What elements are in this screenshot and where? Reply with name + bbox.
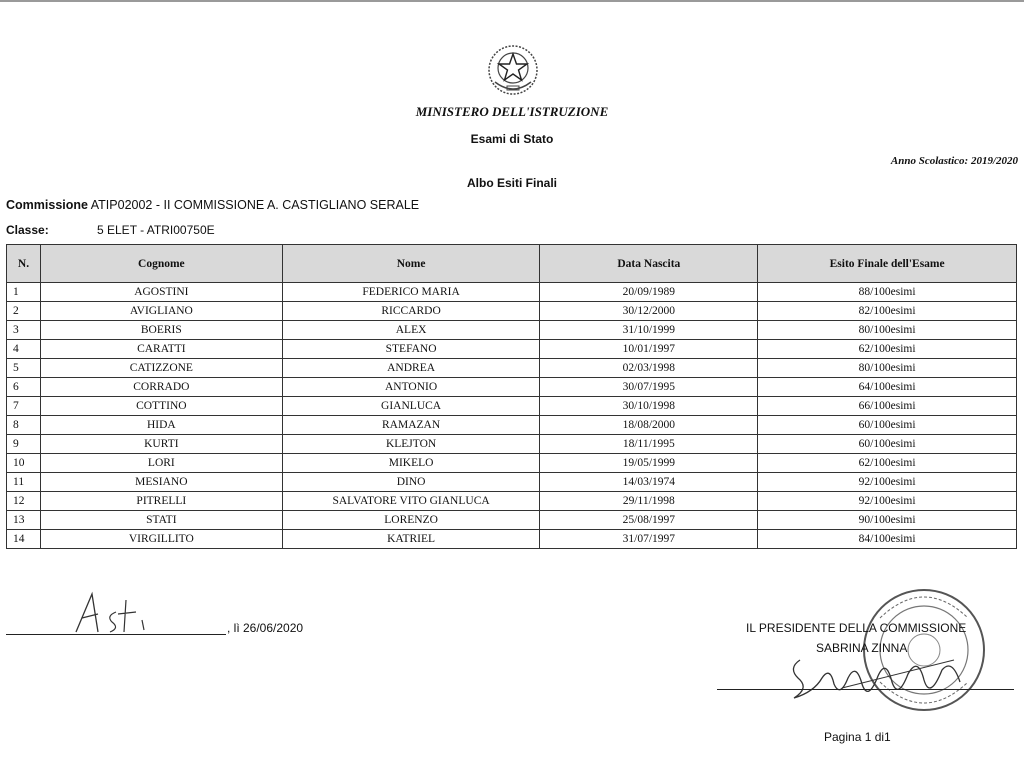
cell-birthdate: 18/08/2000 <box>540 416 758 435</box>
table-header-row <box>7 245 1017 283</box>
table-row <box>7 321 1017 340</box>
cell-surname: AVIGLIANO <box>40 302 282 321</box>
cell-birthdate: 19/05/1999 <box>540 454 758 473</box>
cell-result: 64/100esimi <box>758 378 1017 397</box>
commission-value: ATIP02002 - II COMMISSIONE A. CASTIGLIANO SERALE <box>90 198 420 212</box>
cell-result: 88/100esimi <box>758 283 1017 302</box>
commission-line <box>6 198 419 212</box>
president-signature <box>782 648 982 706</box>
cell-surname: PITRELLI <box>40 492 282 511</box>
president-title: IL PRESIDENTE DELLA COMMISSIONE <box>746 621 967 635</box>
cell-result: 80/100esimi <box>758 359 1017 378</box>
cell-number: 3 <box>7 321 41 340</box>
classe-label: Classe: <box>6 223 49 237</box>
cell-birthdate: 25/08/1997 <box>540 511 758 530</box>
table-row <box>7 492 1017 511</box>
cell-surname: STATI <box>40 511 282 530</box>
classe-value: 5 ELET - ATRI00750E <box>97 223 215 237</box>
table-row <box>7 359 1017 378</box>
cell-name: KATRIEL <box>282 530 540 549</box>
cell-birthdate: 02/03/1998 <box>540 359 758 378</box>
cell-name: GIANLUCA <box>282 397 540 416</box>
commission-label: Commissione <box>6 198 88 212</box>
cell-name: ANTONIO <box>282 378 540 397</box>
cell-surname: HIDA <box>40 416 282 435</box>
cell-birthdate: 14/03/1974 <box>540 473 758 492</box>
cell-surname: LORI <box>40 454 282 473</box>
place-signature <box>6 590 226 635</box>
exams-title: Esami di Stato <box>470 132 554 146</box>
cell-number: 8 <box>7 416 41 435</box>
cell-birthdate: 18/11/1995 <box>540 435 758 454</box>
ministry-title: MINISTERO DELL'ISTRUZIONE <box>415 104 609 119</box>
cell-name: ALEX <box>282 321 540 340</box>
cell-birthdate: 30/12/2000 <box>540 302 758 321</box>
cell-result: 62/100esimi <box>758 454 1017 473</box>
cell-number: 13 <box>7 511 41 530</box>
header-number: N. <box>7 245 41 283</box>
date-text: , lì 26/06/2020 <box>227 621 304 635</box>
cell-number: 5 <box>7 359 41 378</box>
header-birthdate: Data Nascita <box>540 245 758 283</box>
cell-birthdate: 31/07/1997 <box>540 530 758 549</box>
table-row <box>7 435 1017 454</box>
cell-name: ANDREA <box>282 359 540 378</box>
table-row <box>7 416 1017 435</box>
cell-name: RICCARDO <box>282 302 540 321</box>
cell-name: LORENZO <box>282 511 540 530</box>
cell-number: 4 <box>7 340 41 359</box>
albo-title: Albo Esiti Finali <box>466 176 557 190</box>
cell-birthdate: 10/01/1997 <box>540 340 758 359</box>
president-name: SABRINA ZINNA <box>816 641 908 655</box>
cell-surname: KURTI <box>40 435 282 454</box>
cell-number: 1 <box>7 283 41 302</box>
cell-surname: MESIANO <box>40 473 282 492</box>
table-row <box>7 454 1017 473</box>
cell-name: FEDERICO MARIA <box>282 283 540 302</box>
table-row <box>7 302 1017 321</box>
header-surname: Cognome <box>40 245 282 283</box>
cell-name: DINO <box>282 473 540 492</box>
cell-surname: VIRGILLITO <box>40 530 282 549</box>
cell-surname: CATIZZONE <box>40 359 282 378</box>
cell-number: 10 <box>7 454 41 473</box>
cell-number: 7 <box>7 397 41 416</box>
cell-result: 62/100esimi <box>758 340 1017 359</box>
cell-surname: CORRADO <box>40 378 282 397</box>
cell-birthdate: 30/07/1995 <box>540 378 758 397</box>
cell-birthdate: 31/10/1999 <box>540 321 758 340</box>
table-row <box>7 511 1017 530</box>
cell-number: 11 <box>7 473 41 492</box>
table-row <box>7 473 1017 492</box>
cell-name: RAMAZAN <box>282 416 540 435</box>
cell-number: 12 <box>7 492 41 511</box>
cell-surname: BOERIS <box>40 321 282 340</box>
cell-result: 90/100esimi <box>758 511 1017 530</box>
cell-number: 6 <box>7 378 41 397</box>
cell-surname: COTTINO <box>40 397 282 416</box>
table-row <box>7 530 1017 549</box>
cell-result: 60/100esimi <box>758 416 1017 435</box>
table-body <box>7 283 1017 549</box>
cell-name: KLEJTON <box>282 435 540 454</box>
cell-result: 92/100esimi <box>758 473 1017 492</box>
cell-surname: AGOSTINI <box>40 283 282 302</box>
table-row <box>7 378 1017 397</box>
cell-birthdate: 20/09/1989 <box>540 283 758 302</box>
table-row <box>7 340 1017 359</box>
cell-result: 92/100esimi <box>758 492 1017 511</box>
cell-name: STEFANO <box>282 340 540 359</box>
cell-birthdate: 29/11/1998 <box>540 492 758 511</box>
header-result: Esito Finale dell'Esame <box>758 245 1017 283</box>
signature-line-right <box>717 689 1014 690</box>
cell-birthdate: 30/10/1998 <box>540 397 758 416</box>
cell-number: 2 <box>7 302 41 321</box>
cell-result: 80/100esimi <box>758 321 1017 340</box>
signature-line-left <box>6 634 226 635</box>
cell-name: MIKELO <box>282 454 540 473</box>
cell-name: SALVATORE VITO GIANLUCA <box>282 492 540 511</box>
cell-result: 84/100esimi <box>758 530 1017 549</box>
header-name: Nome <box>282 245 540 283</box>
cell-surname: CARATTI <box>40 340 282 359</box>
italian-republic-emblem-icon <box>485 42 541 98</box>
cell-number: 14 <box>7 530 41 549</box>
school-year: Anno Scolastico: 2019/2020 <box>890 155 1018 167</box>
results-table <box>6 244 1017 549</box>
top-border <box>0 0 1024 2</box>
cell-result: 66/100esimi <box>758 397 1017 416</box>
page-number: Pagina 1 di1 <box>824 730 891 744</box>
cell-result: 82/100esimi <box>758 302 1017 321</box>
cell-number: 9 <box>7 435 41 454</box>
table-row <box>7 397 1017 416</box>
cell-result: 60/100esimi <box>758 435 1017 454</box>
table-row <box>7 283 1017 302</box>
